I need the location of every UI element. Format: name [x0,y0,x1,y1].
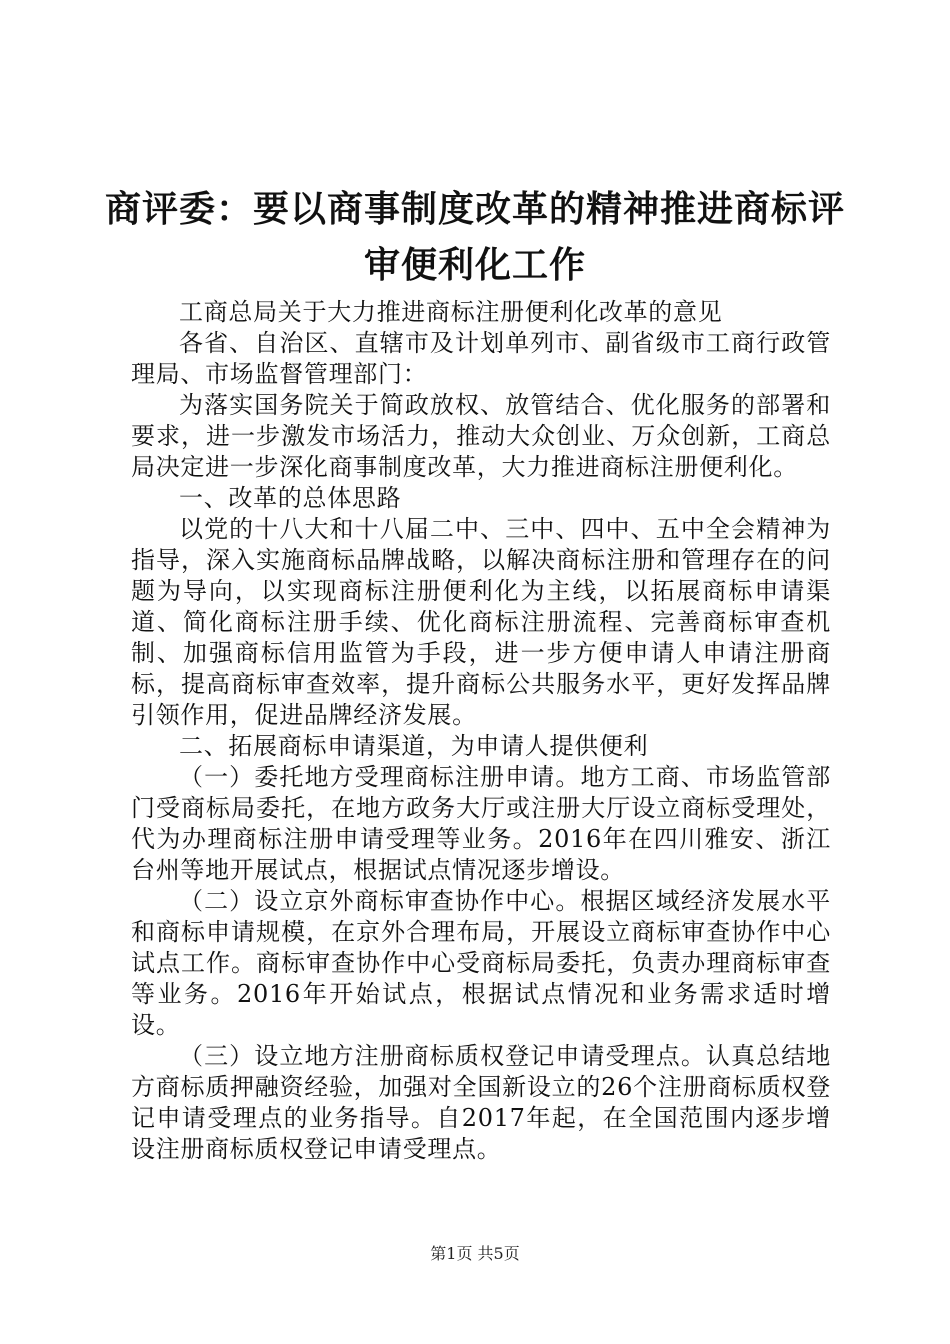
paragraph-intro: 为落实国务院关于简政放权、放管结合、优化服务的部署和要求，进一步激发市场活力，推动大众创业、万众创新，工商总局决定进一步深化商事制度改革，大力推进商标注册便利化。 [131,391,831,481]
paragraph-heading-notice: 工商总局关于大力推进商标注册便利化改革的意见 [179,298,723,326]
document-title-line-2: 审便利化工作 [363,245,586,286]
document-body [131,297,831,1165]
paragraph-item-2: （二）设立京外商标审查协作中心。根据区域经济发展水平和商标申请规模，在京外合理布局，开展设立商标审查协作中心试点工作。商标审查协作中心受商标局委托，负责办理商标审查等业务。2016年开始试点，根据试点情况和业务需求适时增设。 [131,887,831,1039]
paragraph-item-3: （三）设立地方注册商标质权登记申请受理点。认真总结地方商标质押融资经验，加强对全国新设立的26个注册商标质权登记申请受理点的业务指导。自2017年起，在全国范围内逐步增设注册商标质权登记申请受理点。 [131,1042,831,1163]
section-heading-2: 二、拓展商标申请渠道，为申请人提供便利 [179,732,649,760]
document-title-line-1: 商评委：要以商事制度改革的精神推进商标评 [104,189,845,230]
paragraph-addressee: 各省、自治区、直辖市及计划单列市、副省级市工商行政管理局、市场监督管理部门： [131,329,831,388]
paragraph-item-1: （一）委托地方受理商标注册申请。地方工商、市场监管部门受商标局委托，在地方政务大厅或注册大厅设立商标受理处，代为办理商标注册申请受理等业务。2016年在四川雅安、浙江台州等地开展试点，根据试点情况逐步增设。 [131,763,831,884]
paragraph-guiding-idea: 以党的十八大和十八届二中、三中、四中、五中全会精神为指导，深入实施商标品牌战略，以解决商标注册和管理存在的问题为导向，以实现商标注册便利化为主线，以拓展商标申请渠道、简化商标注册手续、优化商标注册流程、完善商标审查机制、加强商标信用监管为手段，进一步方便申请人申请注册商标，提高商标审查效率，提升商标公共服务水平，更好发挥品牌引领作用，促进品牌经济发展。 [131,515,831,729]
section-heading-1: 一、改革的总体思路 [179,484,402,512]
page-footer: 第1页 共5页 [430,1244,520,1263]
